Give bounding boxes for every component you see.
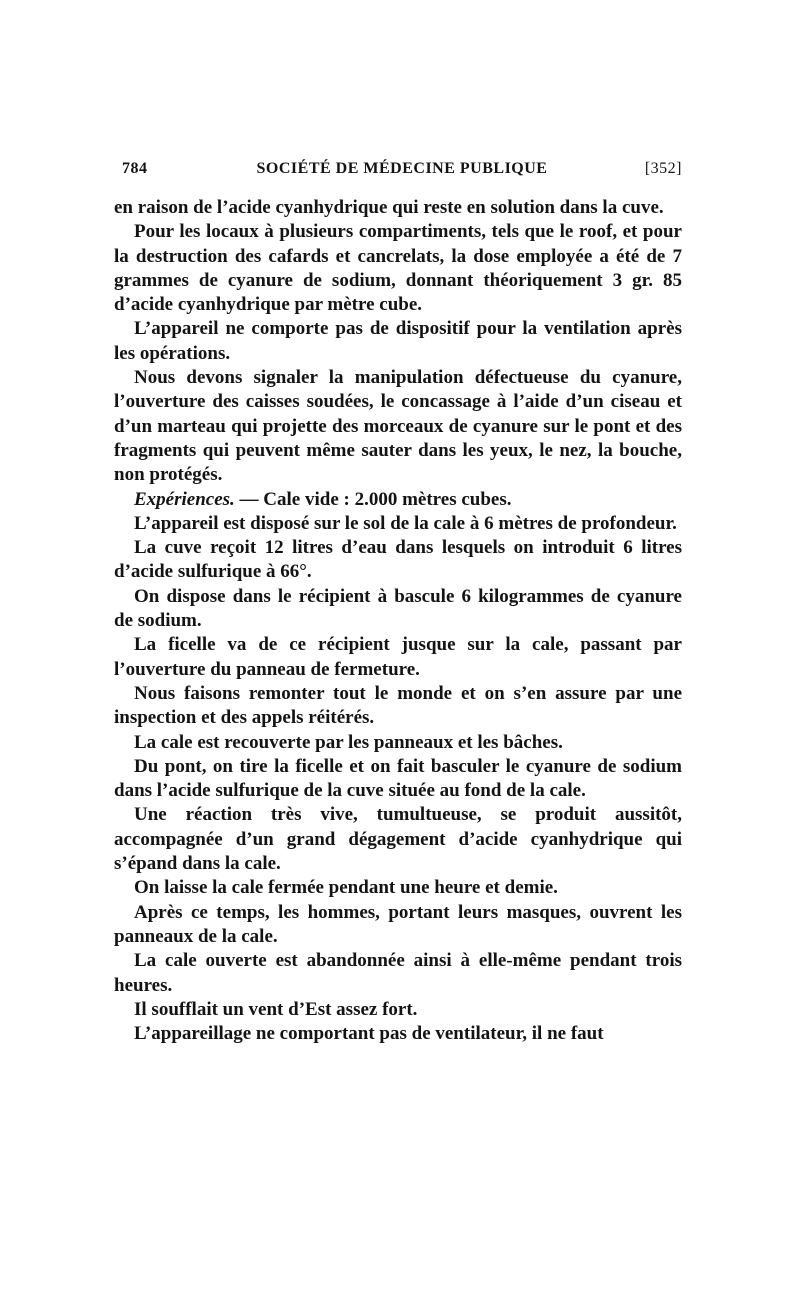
body-text — [114, 196, 682, 1046]
page-reference: [352] — [644, 160, 682, 177]
paragraph-2: Pour les locaux à plusieurs compartiments, tels que le roof, et pour la destruction des cafards et cancrelats, la dose employée a été de 7 grammes de cyanure de sodium, donnant théoriquement 3 gr. 85 d’acide cyanhydrique par mètre cube. — [114, 221, 682, 316]
paragraph-8: On dispose dans le récipient à bascule 6 kilogrammes de cyanure de sodium. — [114, 585, 682, 632]
paragraph-10: Nous faisons remonter tout le monde et on s’en assure par une inspection et des appels réitérés. — [114, 682, 682, 729]
paragraph-14: On laisse la cale fermée pendant une heure et demie. — [134, 877, 558, 899]
paragraph-11: La cale est recouverte par les panneaux et les bâches. — [134, 731, 563, 753]
paragraph-18: L’appareillage ne comportant pas de ventilateur, il ne faut — [134, 1023, 604, 1045]
paragraph-1: en raison de l’acide cyanhydrique qui reste en solution dans la cuve. — [114, 197, 664, 218]
paragraph-5 — [114, 488, 682, 512]
paragraph-13: Une réaction très vive, tumultueuse, se produit aussitôt, accompagnée d’un grand dégagement d’acide cyanhydrique qui s’épand dans la cale. — [114, 804, 682, 875]
paragraph-7: La cuve reçoit 12 litres d’eau dans lesquels on introduit 6 litres d’acide sulfurique à 66°. — [114, 537, 682, 583]
running-title: SOCIÉTÉ DE MÉDECINE PUBLIQUE — [256, 160, 548, 177]
paragraph-3: L’appareil ne comporte pas de dispositif pour la ventilation après les opérations. — [114, 318, 682, 364]
paragraph-15: Après ce temps, les hommes, portant leurs masques, ouvrent les panneaux de la cale. — [114, 901, 682, 947]
page-number: 784 — [122, 160, 148, 177]
paragraph-12: Du pont, on tire la ficelle et on fait basculer le cyanure de sodium dans l’acide sulfurique de la cuve située au fond de la cale. — [114, 755, 682, 802]
experiences-text: — Cale vide : 2.000 mètres cubes. — [234, 488, 512, 510]
paragraph-9: La ficelle va de ce récipient jusque sur la cale, passant par l’ouverture du panneau de fermeture. — [114, 634, 682, 680]
paragraph-4: Nous devons signaler la manipulation défectueuse du cyanure, l’ouverture des caisses soudées, le concassage à l’aide d’un ciseau et d’un marteau qui projette des morceaux de cyanure sur le pont et des fragments qui peuvent même sauter dans les yeux, le nez, la bouche, non protégés. — [114, 367, 682, 486]
paragraph-6: L’appareil est disposé sur le sol de la cale à 6 mètres de profondeur. — [134, 512, 677, 534]
experiences-label: Expériences. — [134, 488, 235, 510]
paragraph-16: La cale ouverte est abandonnée ainsi à elle-même pendant trois heures. — [114, 950, 682, 996]
paragraph-17: Il soufflait un vent d’Est assez fort. — [134, 998, 418, 1020]
page-header — [122, 160, 682, 182]
